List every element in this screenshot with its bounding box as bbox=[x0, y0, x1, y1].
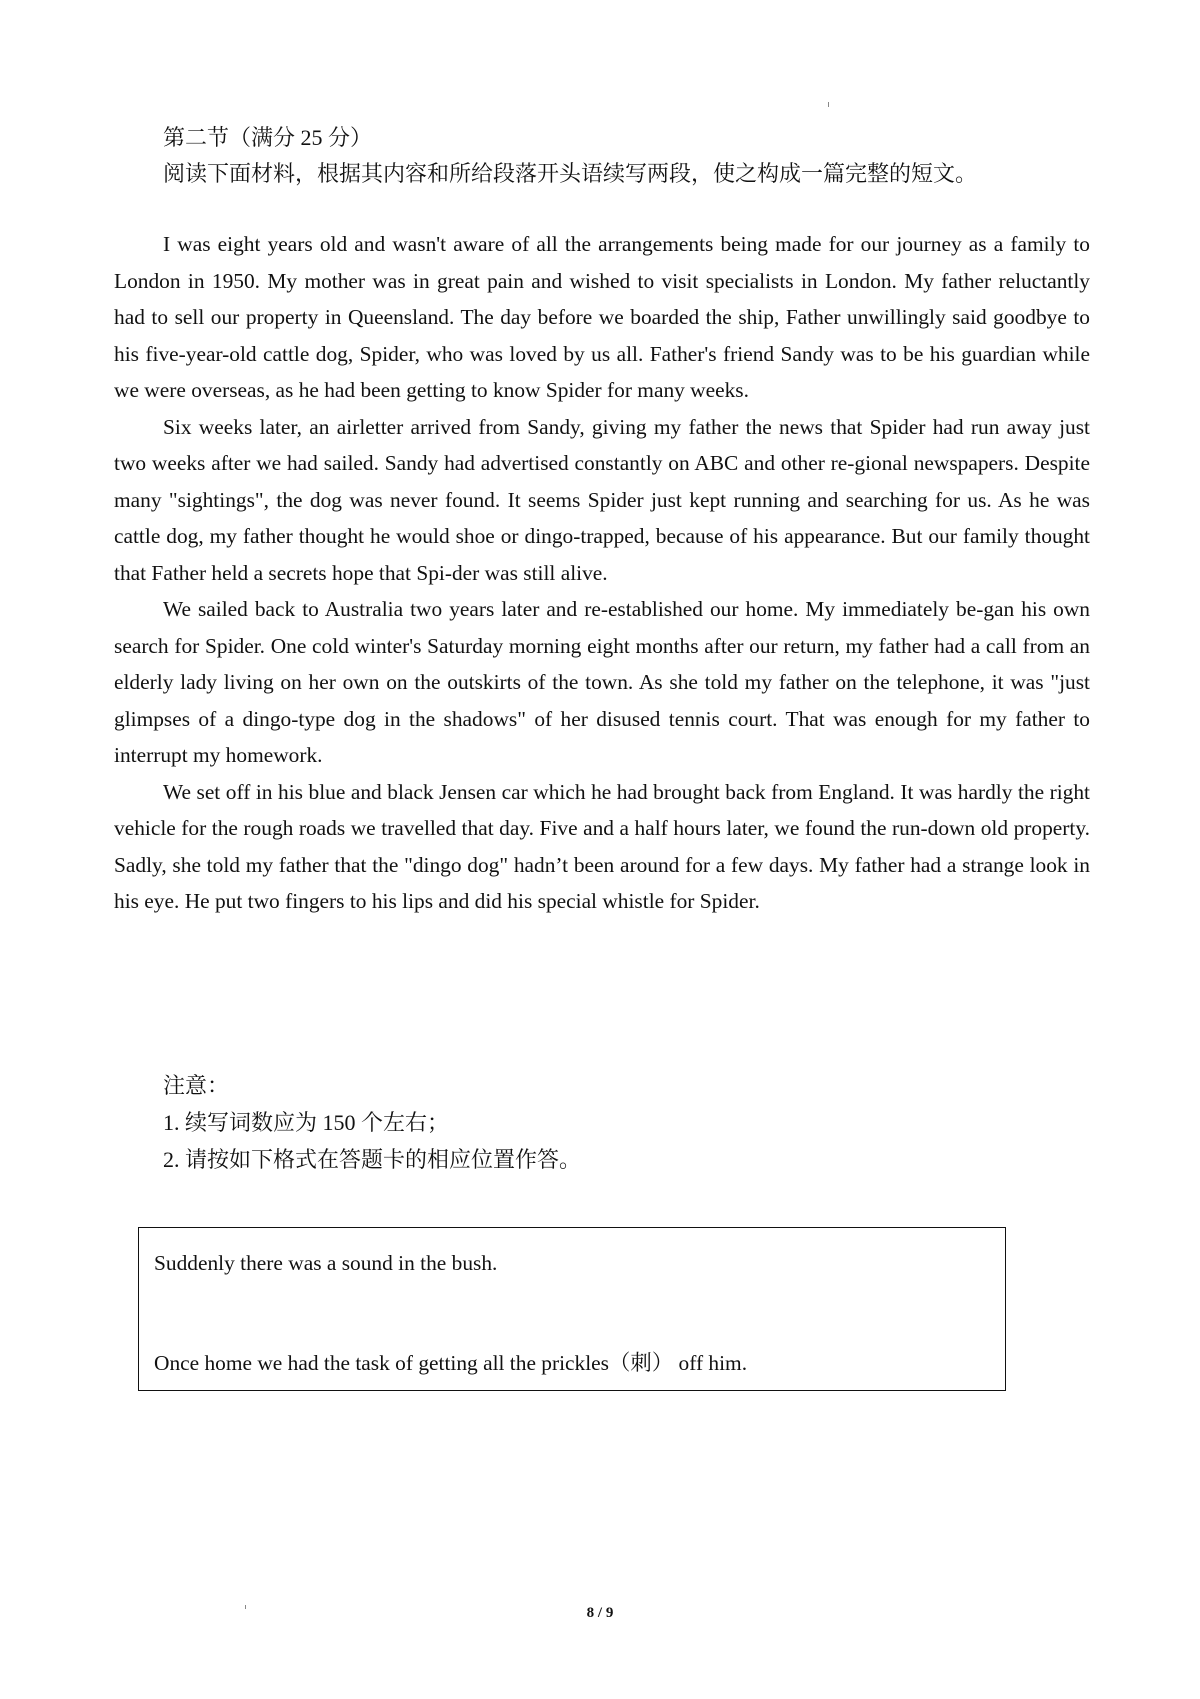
notes-title: 注意： bbox=[163, 1073, 230, 1098]
paragraph-opening-2: Once home we had the task of getting all the prickles（刺） off him. bbox=[154, 1351, 748, 1375]
page-number: 8 / 9 bbox=[586, 1605, 614, 1621]
section-header bbox=[163, 120, 977, 192]
task-instruction: 阅读下面材料，根据其内容和所给段落开头语续写两段，使之构成一篇完整的短文。 bbox=[163, 161, 978, 186]
note-item-1: 1. 续写词数应为 150 个左右； bbox=[163, 1110, 450, 1135]
passage-paragraph-3: We sailed back to Australia two years later and re-established our home. My immediately be-gan his own search for Spider. One cold winter's Saturday morning eight months after our return, my father had a call from an elderly lady living on her own on the outskirts of the town. As she told my father on the telephone, it was "just glimpses of a dingo-type dog in the shadows" of her disused tennis court. That was enough for my father to interrupt my homework. bbox=[114, 597, 1090, 767]
answer-format-box bbox=[138, 1227, 1006, 1391]
passage-paragraph-4: We set off in his blue and black Jensen car which he had brought back from England. It was hardly the right vehicle for the rough roads we travelled that day. Five and a half hours later, we found the run-down old property. Sadly, she told my father that the "dingo dog" hadn’t been around for a few days. My father had a strange look in his eye. He put two fingers to his lips and did his special whistle for Spider. bbox=[114, 779, 1090, 913]
reading-passage bbox=[114, 226, 1090, 920]
paragraph-opening-1: Suddenly there was a sound in the bush. bbox=[154, 1251, 498, 1275]
notes-section bbox=[163, 1067, 581, 1178]
note-item-2: 2. 请按如下格式在答题卡的相应位置作答。 bbox=[163, 1147, 582, 1172]
passage-paragraph-1: I was eight years old and wasn't aware of all the arrangements being made for our journey as a family to London in 1950. My mother was in great pain and wished to visit specialists in London. My father reluctantly had to sell our property in Queensland. The day before we boarded the ship, Father unwillingly said goodbye to his five-year-old cattle dog, Spider, who was loved by us all. Father's friend Sandy was to be his guardian while we were overseas, as he had been getting to know Spider for many weeks. bbox=[114, 232, 1090, 402]
passage-paragraph-2: Six weeks later, an airletter arrived from Sandy, giving my father the news that Spider had run away just two weeks after we had sailed. Sandy had advertised constantly on ABC and other re-gional newspapers. Despite many "sightings", the dog was never found. It seems Spider just kept running and searching for us. As he was cattle dog, my father thought he would shoe or dingo-trapped, because of his appearance. But our family thought that Father held a secrets hope that Spi-der was still alive. bbox=[114, 414, 1090, 585]
section-title: 第二节（满分 25 分） bbox=[163, 125, 373, 150]
scan-speck bbox=[828, 102, 829, 107]
